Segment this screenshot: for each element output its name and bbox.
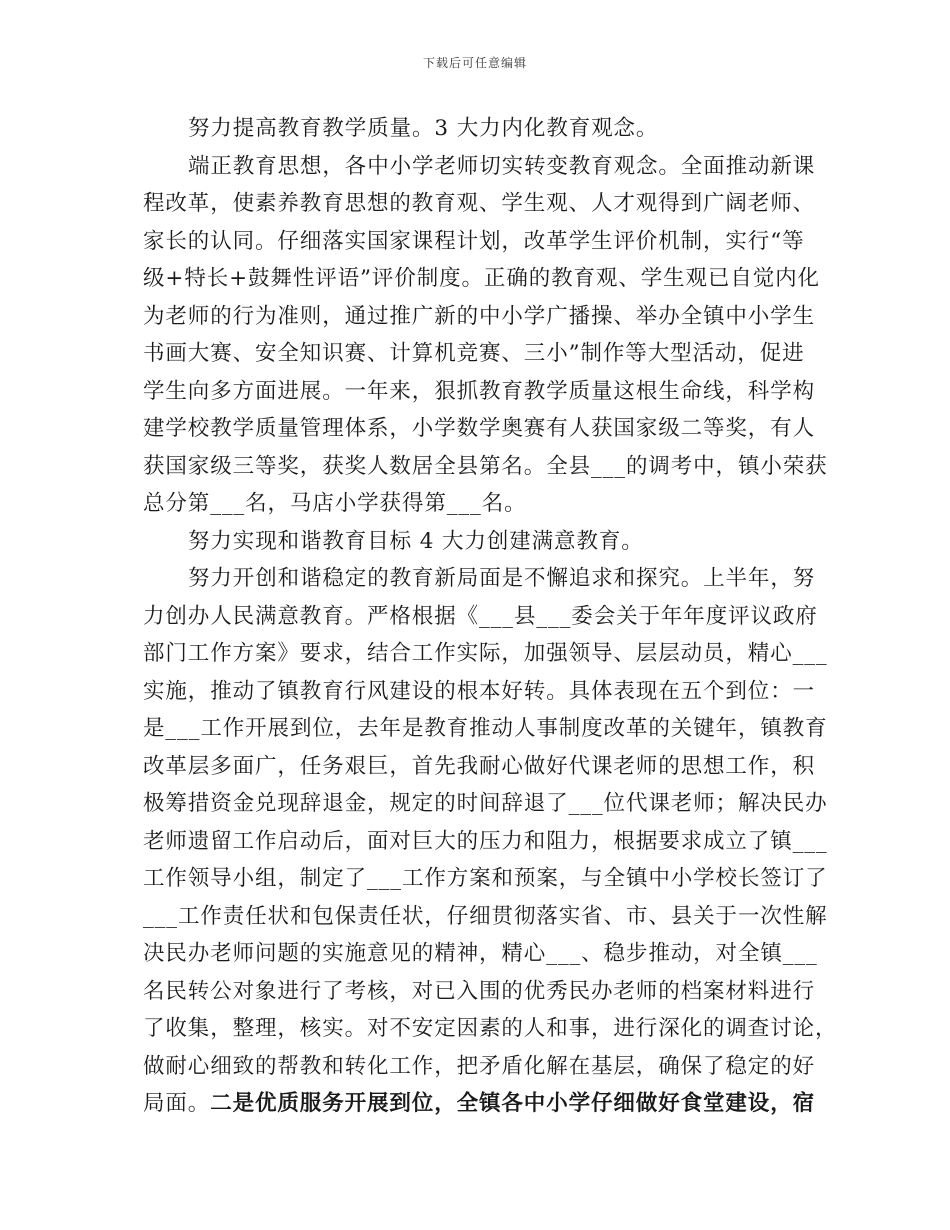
text-line: 力创办人民满意教育。严格根据《___县___委会关于年年度评议政府 (143, 603, 818, 629)
bold-text-run: 二是优质服务开展到位，全镇各中小学仔细做好食堂建设，宿 (210, 1091, 816, 1116)
text-line: 实施，推动了镇教育行风建设的根本好转。具体表现在五个到位：一 (143, 678, 816, 704)
text-line: 是___工作开展到位，去年是教育推动人事制度改革的关键年，镇教育 (143, 716, 828, 741)
text-line: 建学校教学质量管理体系，小学数学奥赛有人获国家级二等奖，有人 (143, 416, 816, 441)
text-line: 学生向多方面进展。一年来，狠抓教育教学质量这根生命线，科学构 (143, 378, 816, 404)
text-line: 工作领导小组，制定了___工作方案和预案，与全镇中小学校长签订了 (143, 866, 828, 891)
text-line: 书画大赛、安全知识赛、计算机竞赛、三小”制作等大型活动，促进 (143, 341, 805, 366)
page-header: 下载后可任意编辑 (422, 56, 527, 70)
text-line: 了收集，整理，核实。对不安定因素的人和事，进行深化的调查讨论， (143, 1016, 838, 1041)
text-line: 家长的认同。仔细落实国家课程计划，改革学生评价机制，实行“等 (143, 228, 805, 254)
text-line-last (143, 1085, 823, 1123)
text-line: 程改革，使素养教育思想的教育观、学生观、人才观得到广阔老师、 (143, 191, 816, 216)
text-line: 极筹措资金兑现辞退金，规定的时间辞退了___位代课老师；解决民办 (143, 791, 828, 816)
text-line: 努力提高教育教学质量。3 大力内化教育观念。 (188, 116, 659, 141)
text-line: 为老师的行为准则，通过推广新的中小学广播操、举办全镇中小学生 (143, 303, 816, 329)
text-line: 努力开创和谐稳定的教育新局面是不懈追求和探究。上半年，努 (188, 566, 816, 591)
text-line: 决民办老师问题的实施意见的精神，精心___、稳步推动，对全镇___ (143, 941, 818, 966)
text-line: 获国家级三等奖，获奖人数居全县第名。全县___的调考中，镇小荣获 (143, 453, 828, 479)
text-line: 努力实现和谐教育目标 4 大力创建满意教育。 (188, 528, 644, 554)
document-body (143, 110, 838, 1123)
text-line: 老师遗留工作启动后，面对巨大的压力和阻力，根据要求成立了镇___ (143, 828, 828, 854)
text-line: 部门工作方案》要求，结合工作实际，加强领导、层层动员，精心___ (143, 641, 828, 666)
text-line: ___工作责任状和包保责任状，仔细贯彻落实省、市、县关于一次性解 (143, 903, 828, 929)
text-line: 名民转公对象进行了考核，对已入围的优秀民办老师的档案材料进行 (143, 978, 816, 1004)
text-line: 改革层多面广，任务艰巨，首先我耐心做好代课老师的思想工作，积 (143, 753, 816, 779)
text-line: 做耐心细致的帮教和转化工作，把矛盾化解在基层，确保了稳定的好 (143, 1053, 816, 1079)
text-line: 端正教育思想，各中小学老师切实转变教育观念。全面推动新课 (188, 153, 816, 179)
text-line: 总分第___名，马店小学获得第___名。 (143, 491, 527, 516)
text-run: 局面。 (143, 1091, 211, 1116)
text-line: 级+特长+鼓舞性评语”评价制度。正确的教育观、学生观已自觉内化 (143, 266, 820, 291)
